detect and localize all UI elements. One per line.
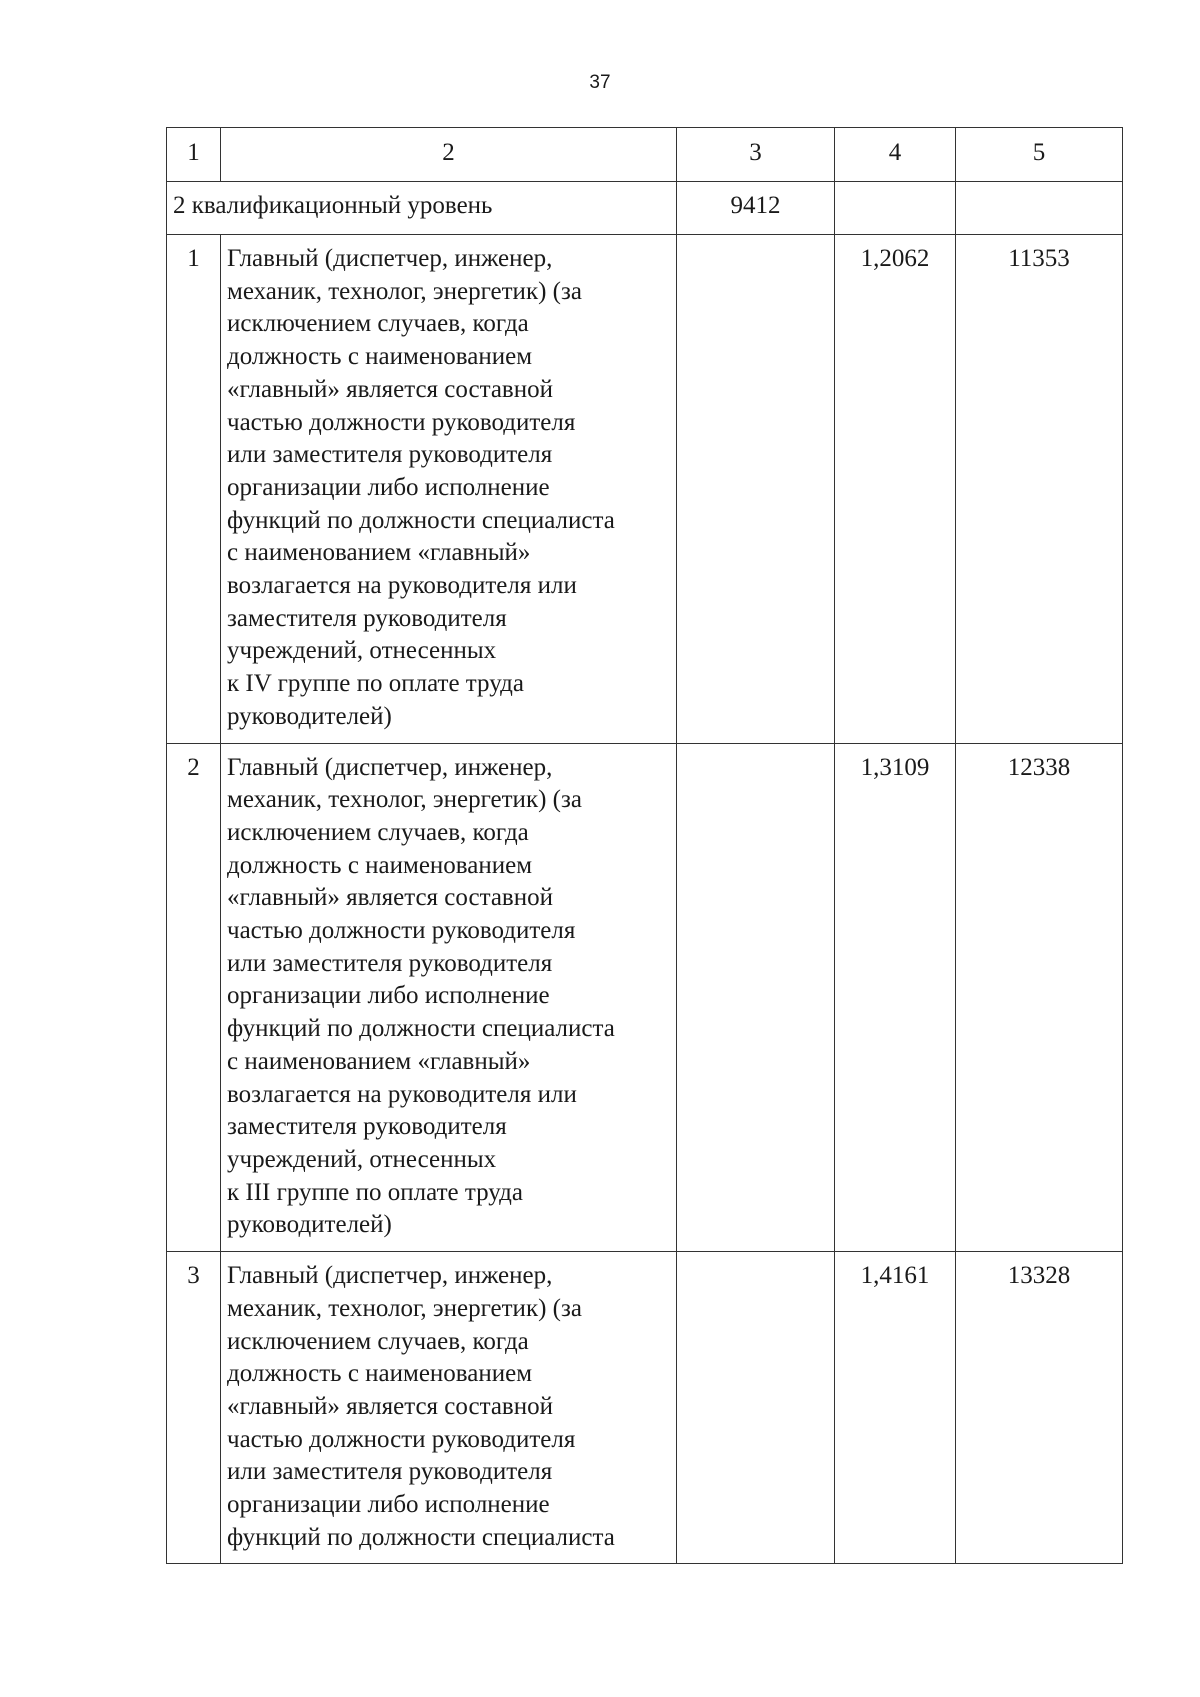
header-cell-5: 5 (956, 128, 1123, 182)
description-line: учреждений, отнесенных (227, 1145, 497, 1173)
description-line: частью должности руководителя (227, 408, 576, 436)
qualification-level-col4 (835, 182, 956, 235)
description-line: руководителей) (227, 1211, 392, 1239)
description-line: руководителей) (227, 702, 392, 730)
description-line: механик, технолог, энергетик) (за (227, 786, 582, 814)
description-line: функций по должности специалиста (227, 506, 615, 534)
page-number: 37 (589, 72, 611, 93)
description-line: «главный» является составной (227, 884, 553, 912)
header-cell-1: 1 (167, 128, 221, 182)
description-line: частью должности руководителя (227, 917, 576, 945)
description-line: заместителя руководителя (227, 1113, 507, 1141)
description-line: или заместителя руководителя (227, 1458, 553, 1486)
table-row (167, 743, 1123, 1252)
description-line: учреждений, отнесенных (227, 637, 497, 665)
amount-cell: 12338 (956, 743, 1123, 1252)
description-line: механик, технолог, энергетик) (за (227, 277, 582, 305)
qualification-level-base-salary: 9412 (677, 182, 835, 235)
coefficient-cell: 1,3109 (835, 743, 956, 1252)
qualification-level-row (167, 182, 1123, 235)
description-line: организации либо исполнение (227, 982, 550, 1010)
position-description (221, 1252, 677, 1564)
description-line: «главный» является составной (227, 1392, 553, 1420)
description-line: механик, технолог, энергетик) (за (227, 1294, 582, 1322)
description-line: к IV группе по оплате труда (227, 670, 524, 698)
table-row (167, 1252, 1123, 1564)
position-description (221, 743, 677, 1252)
base-salary-cell (677, 1252, 835, 1564)
description-line: функций по должности специалиста (227, 1015, 615, 1043)
description-line: исключением случаев, когда (227, 310, 529, 338)
description-line: должность с наименованием (227, 1360, 533, 1388)
description-line: Главный (диспетчер, инженер, (227, 245, 553, 272)
row-number: 1 (167, 235, 221, 744)
row-number: 3 (167, 1252, 221, 1564)
position-description (221, 235, 677, 744)
description-line: должность с наименованием (227, 343, 533, 371)
description-line: исключением случаев, когда (227, 818, 529, 846)
description-line: с наименованием «главный» (227, 1047, 531, 1075)
coefficient-cell: 1,2062 (835, 235, 956, 744)
header-cell-2: 2 (221, 128, 677, 182)
row-number: 2 (167, 743, 221, 1252)
header-cell-3: 3 (677, 128, 835, 182)
table-row (167, 235, 1123, 744)
description-line: организации либо исполнение (227, 473, 550, 501)
header-row (167, 128, 1123, 182)
description-line: исключением случаев, когда (227, 1327, 529, 1355)
description-line: с наименованием «главный» (227, 539, 531, 567)
description-line: Главный (диспетчер, инженер, (227, 1262, 553, 1290)
header-cell-4: 4 (835, 128, 956, 182)
coefficient-cell: 1,4161 (835, 1252, 956, 1564)
salary-table (166, 127, 1123, 1564)
amount-cell: 11353 (956, 235, 1123, 744)
description-line: организации либо исполнение (227, 1491, 550, 1519)
description-line: возлагается на руководителя или (227, 572, 577, 600)
description-line: возлагается на руководителя или (227, 1080, 577, 1108)
description-line: «главный» является составной (227, 375, 553, 403)
qualification-level-label: 2 квалификационный уровень (167, 182, 677, 235)
base-salary-cell (677, 235, 835, 744)
description-line: или заместителя руководителя (227, 949, 553, 977)
description-line: Главный (диспетчер, инженер, (227, 753, 553, 781)
description-line: к III группе по оплате труда (227, 1178, 523, 1206)
description-line: заместителя руководителя (227, 604, 507, 632)
description-line: должность с наименованием (227, 851, 533, 879)
description-line: частью должности руководителя (227, 1425, 576, 1453)
description-line: или заместителя руководителя (227, 441, 553, 469)
base-salary-cell (677, 743, 835, 1252)
qualification-level-col5 (956, 182, 1123, 235)
description-line: функций по должности специалиста (227, 1523, 615, 1551)
amount-cell: 13328 (956, 1252, 1123, 1564)
